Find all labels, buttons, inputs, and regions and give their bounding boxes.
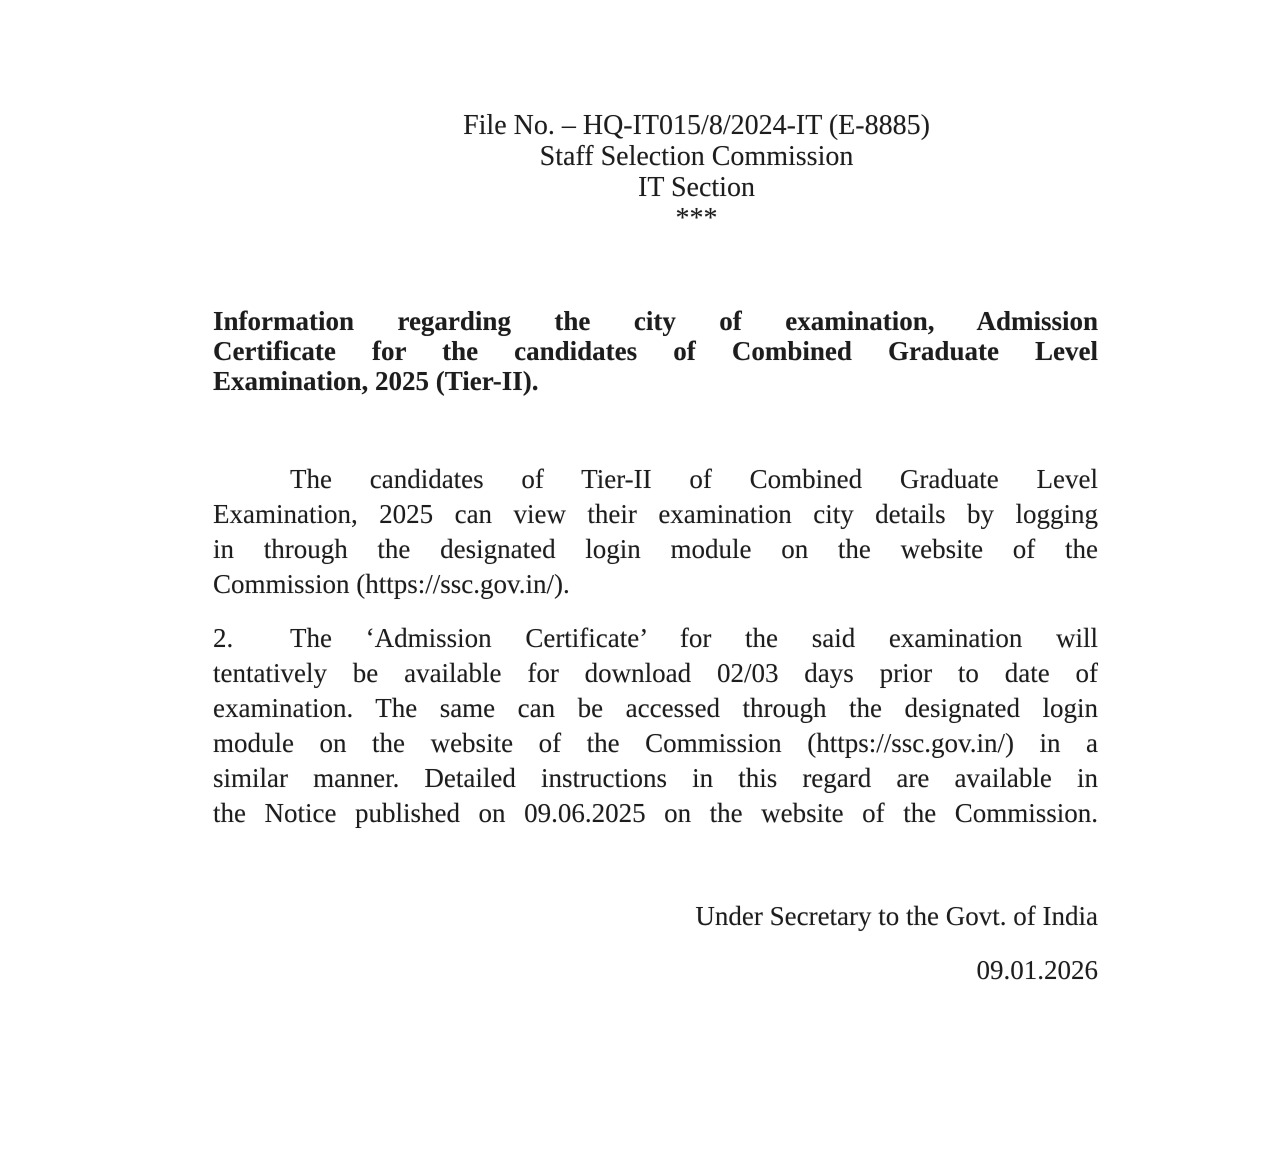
signature-block (213, 899, 1098, 988)
paragraph-1 (213, 462, 1098, 602)
document-header (213, 0, 1180, 234)
section-name: IT Section (638, 172, 755, 203)
subject-heading (213, 306, 1098, 396)
paragraph-1-line-3: in through the designated login module on the website of the (213, 534, 1098, 564)
separator-stars: *** (675, 203, 718, 234)
paragraph-1-line-4: Commission (https://ssc.gov.in/). (213, 569, 570, 599)
paragraph-1-line-1: The candidates of Tier-II of Combined Graduate Level (290, 464, 1098, 494)
paragraph-2-line-5: similar manner. Detailed instructions in this regard are available in (213, 763, 1098, 793)
file-number: File No. – HQ-IT015/8/2024-IT (E-8885) (463, 110, 930, 141)
paragraph-2-line-1-text: The ‘Admission Certificate’ for the said examination will (290, 623, 1098, 653)
paragraph-2-line-3: examination. The same can be accessed through the designated login (213, 693, 1098, 723)
paragraph-2 (213, 621, 1098, 831)
paragraph-1-line-2: Examination, 2025 can view their examination city details by logging (213, 499, 1098, 529)
paragraph-2-line-1 (213, 621, 1098, 656)
subject-line-2: Certificate for the candidates of Combined Graduate Level (213, 336, 1098, 366)
subject-line-1: Information regarding the city of examination, Admission (213, 306, 1098, 336)
notice-date: 09.01.2026 (976, 955, 1098, 985)
signatory-designation: Under Secretary to the Govt. of India (695, 901, 1098, 931)
paragraph-2-line-6: the Notice published on 09.06.2025 on the website of the Commission. (213, 798, 1098, 828)
paragraph-2-line-2: tentatively be available for download 02/03 days prior to date of (213, 658, 1098, 688)
organization-name: Staff Selection Commission (539, 141, 854, 172)
subject-line-3: Examination, 2025 (Tier-II). (213, 366, 539, 396)
paragraph-2-number: 2. (213, 623, 234, 653)
paragraph-2-line-4: module on the website of the Commission (https://ssc.gov.in/) in a (213, 728, 1098, 758)
